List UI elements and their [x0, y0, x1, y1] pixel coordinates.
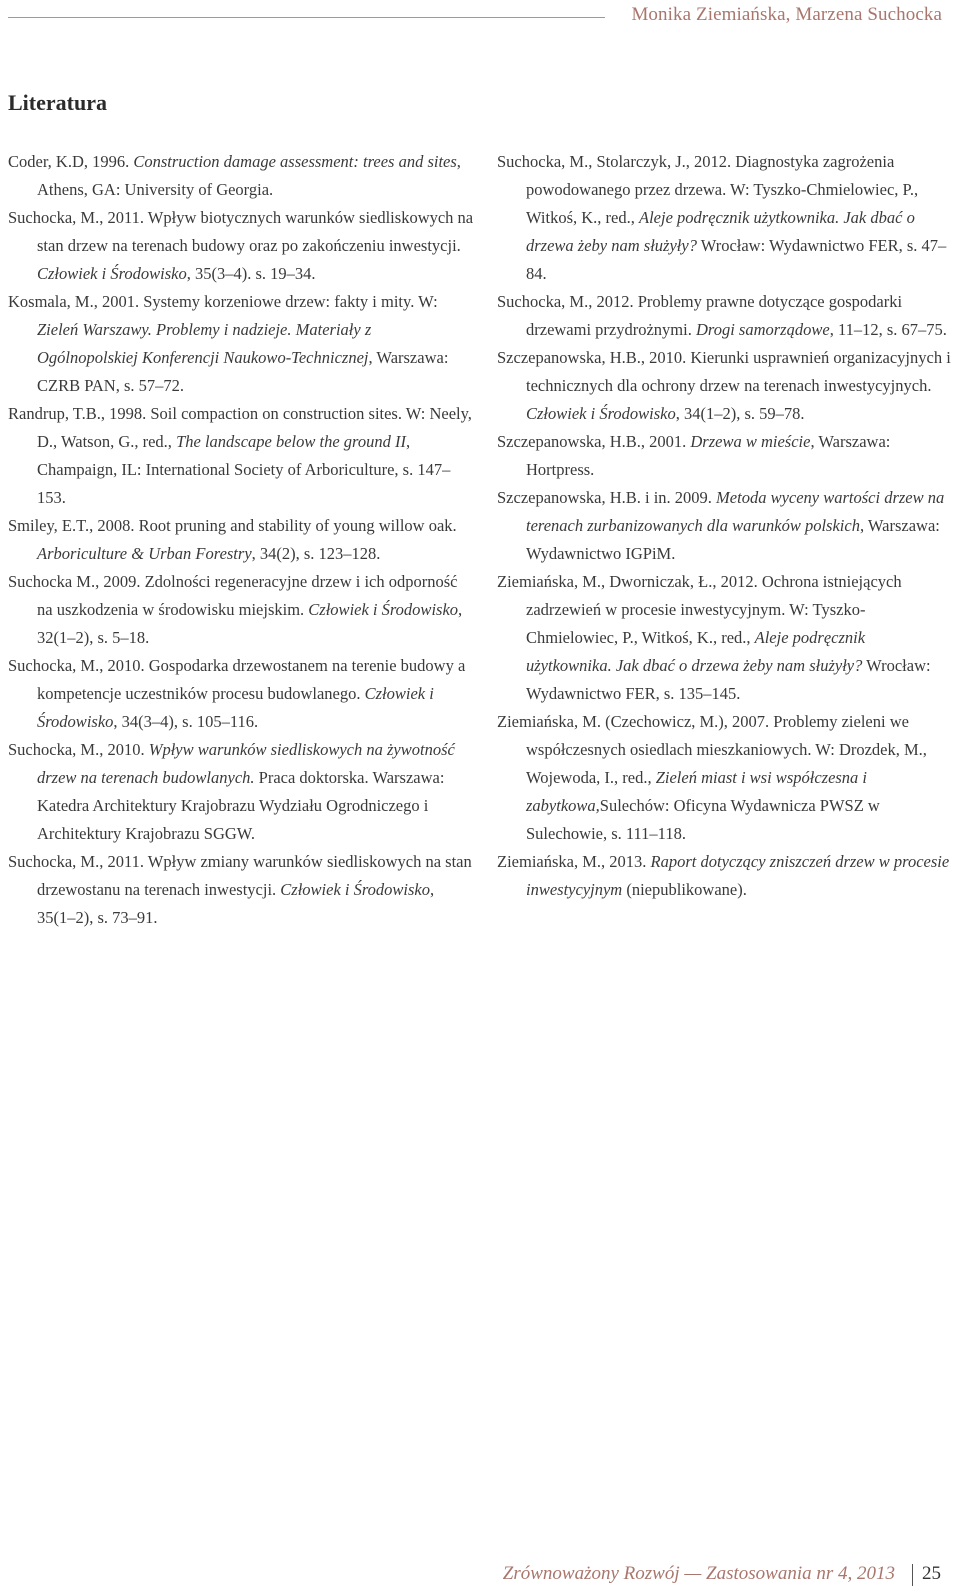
reference-entry: [497, 848, 952, 904]
reference-title: Wpływ warunków siedliskowych na żywotność drzew na terenach budowlanych.: [37, 740, 455, 787]
reference-title: Człowiek i Środowisko: [280, 880, 431, 899]
reference-entry: [8, 568, 476, 652]
reference-entry: [8, 512, 476, 568]
reference-title: Aleje podręcznik użytkownika. Jak dbać o drzewa żeby nam służyły?: [526, 208, 915, 255]
reference-text: , 35(1–2), s. 73–91.: [37, 880, 435, 927]
page-number: 25: [922, 1563, 941, 1584]
reference-text: Szczepanowska, H.B., 2001.: [497, 432, 691, 451]
reference-title: Metoda wyceny wartości drzew na terenach zurbanizowanych dla warunków polskich: [526, 488, 945, 535]
reference-text: , Champaign, IL: International Society of Arboriculture, s. 147–153.: [37, 432, 451, 507]
reference-text: Kosmala, M., 2001. Systemy korzeniowe drzew: fakty i mity. W:: [8, 292, 438, 311]
reference-text: , 34(1–2), s. 59–78.: [675, 404, 805, 423]
reference-text: Ziemiańska, M., Dworniczak, Ł., 2012. Ochrona istniejących zadrzewień w procesie inwestycyjnym. W: Tyszko-Chmielowiec, P., Witkoś, K., red.,: [497, 572, 902, 647]
reference-text: Suchocka, M., 2010.: [8, 740, 149, 759]
reference-text: Suchocka, M., 2011. Wpływ biotycznych warunków siedliskowych na stan drzew na terenach budowy oraz po zakończeniu inwestycji.: [8, 208, 474, 255]
reference-text: (niepublikowane).: [622, 880, 747, 899]
section-title: Literatura: [8, 90, 107, 115]
reference-text: Suchocka, M., 2010. Gospodarka drzewostanem na terenie budowy a kompetencje uczestników procesu budowlanego.: [8, 656, 466, 703]
reference-entry: [497, 568, 952, 708]
reference-entry: [8, 148, 476, 204]
footer-divider: [912, 1564, 913, 1586]
reference-entry: [497, 344, 952, 428]
reference-text: Suchocka, M., Stolarczyk, J., 2012. Diagnostyka zagrożenia powodowanego przez drzewa. W: Tyszko-Chmielowiec, P., Witkoś, K., red.,: [497, 152, 919, 227]
reference-text: Praca doktorska. Warszawa: Katedra Architektury Krajobrazu Wydziału Ogrodniczego i Architektury Krajobrazu SGGW.: [37, 768, 445, 843]
reference-title: Drzewa w mieście: [690, 432, 811, 451]
reference-entry: [497, 484, 952, 568]
reference-text: , Warszawa: Hortpress.: [526, 432, 891, 479]
reference-text: Smiley, E.T., 2008. Root pruning and stability of young willow oak.: [8, 516, 457, 535]
reference-title: Aleje podręcznik użytkownika. Jak dbać o drzewa żeby nam służyły?: [526, 628, 866, 675]
reference-entry: [497, 428, 952, 484]
reference-entry: [8, 204, 476, 288]
header-authors: Monika Ziemiańska, Marzena Suchocka: [631, 4, 942, 25]
reference-text: , Warszawa: CZRB PAN, s. 57–72.: [37, 348, 449, 395]
reference-title: Raport dotyczący zniszczeń drzew w procesie inwestycyjnym: [526, 852, 950, 899]
reference-entry: [8, 848, 476, 932]
reference-text: Szczepanowska, H.B., 2010. Kierunki usprawnień organizacyjnych i technicznych dla ochrony drzew na terenach inwestycyjnych.: [497, 348, 951, 395]
reference-title: Drogi samorządowe: [695, 320, 830, 339]
reference-text: Suchocka, M., 2011. Wpływ zmiany warunków siedliskowych na stan drzewostanu na terenach inwestycji.: [8, 852, 472, 899]
reference-text: Ziemiańska, M. (Czechowicz, M.), 2007. Problemy zieleni we współczesnych osiedlach mieszkaniowych. W: Drozdek, M., Wojewoda, I., red.,: [497, 712, 927, 787]
references-left-column: [8, 148, 476, 932]
reference-title: Człowiek i Środowisko: [308, 600, 459, 619]
reference-text: Coder, K.D, 1996.: [8, 152, 134, 171]
reference-text: , 34(3–4), s. 105–116.: [113, 712, 259, 731]
reference-title: The landscape below the ground II: [176, 432, 406, 451]
reference-text: , 11–12, s. 67–75.: [829, 320, 947, 339]
reference-title: Construction damage assessment: trees and sites: [133, 152, 457, 171]
reference-title: Człowiek i Środowisko: [37, 684, 434, 731]
reference-text: Suchocka, M., 2012. Problemy prawne dotyczące gospodarki drzewami przydrożnymi.: [497, 292, 903, 339]
references-right-column: [497, 148, 952, 904]
reference-title: Człowiek i Środowisko: [526, 404, 676, 423]
reference-title: Człowiek i Środowisko: [37, 264, 187, 283]
reference-entry: [8, 736, 476, 848]
reference-text: Randrup, T.B., 1998. Soil compaction on construction sites. W: Neely, D., Watson, G., red.,: [8, 404, 472, 451]
reference-entry: [8, 288, 476, 400]
reference-text: Wrocław: Wydawnictwo FER, s. 47–84.: [526, 236, 947, 283]
reference-entry: [8, 652, 476, 736]
reference-text: Ziemiańska, M., 2013.: [497, 852, 651, 871]
reference-entry: [497, 708, 952, 848]
reference-title: Arboriculture & Urban Forestry: [37, 544, 252, 563]
reference-text: , 34(2), s. 123–128.: [251, 544, 381, 563]
reference-text: Szczepanowska, H.B. i in. 2009.: [497, 488, 717, 507]
reference-title: Zieleń Warszawy. Problemy i nadzieje. Materiały z Ogólnopolskiej Konferencji Naukowo-Technicznej: [37, 320, 372, 367]
reference-text: , Warszawa: Wydawnictwo IGPiM.: [526, 516, 940, 563]
header-rule: [8, 17, 605, 18]
reference-entry: [8, 400, 476, 512]
footer-journal: Zrównoważony Rozwój — Zastosowania nr 4, 2013: [502, 1563, 895, 1584]
reference-text: Suchocka M., 2009. Zdolności regeneracyjne drzew i ich odporność na uszkodzenia w środowisku miejskim.: [8, 572, 458, 619]
reference-text: , Athens, GA: University of Georgia.: [37, 152, 461, 199]
reference-title: Zieleń miast i wsi współczesna i zabytkowa,: [526, 768, 868, 815]
reference-text: Sulechów: Oficyna Wydawnicza PWSZ w Sulechowie, s. 111–118.: [526, 796, 880, 843]
reference-text: Wrocław: Wydawnictwo FER, s. 135–145.: [526, 656, 931, 703]
reference-text: , 32(1–2), s. 5–18.: [37, 600, 463, 647]
reference-text: , 35(3–4). s. 19–34.: [186, 264, 316, 283]
reference-entry: [497, 288, 952, 344]
reference-entry: [497, 148, 952, 288]
